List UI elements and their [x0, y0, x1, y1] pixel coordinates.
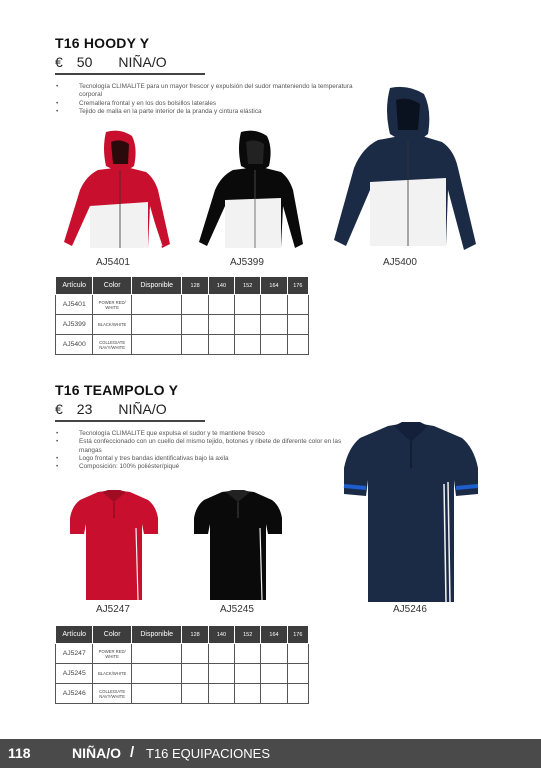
qty-cell[interactable]: [261, 295, 287, 315]
col-available: Disponible: [131, 626, 182, 644]
qty-cell[interactable]: [287, 644, 308, 664]
price-value: 23: [76, 401, 93, 417]
col-size: 140: [208, 277, 234, 295]
table-header-row: [56, 626, 309, 644]
feature-item: • Composición: 100% poliéster/piqué: [55, 463, 345, 471]
qty-cell[interactable]: [235, 315, 261, 335]
title-divider: [55, 73, 205, 75]
page-number: 118: [8, 745, 31, 761]
price-value: 50: [76, 54, 93, 70]
qty-cell[interactable]: [182, 644, 208, 664]
feature-item: • Logo frontal y tres bandas identificativas bajo la axila: [55, 455, 345, 463]
qty-cell[interactable]: [261, 335, 287, 355]
col-color: Color: [93, 277, 131, 295]
col-available: Disponible: [131, 277, 182, 295]
qty-cell[interactable]: [182, 315, 208, 335]
col-size: 128: [182, 277, 208, 295]
category-label: NIÑA/O: [118, 401, 167, 417]
qty-cell[interactable]: [131, 335, 182, 355]
qty-cell[interactable]: [131, 295, 182, 315]
qty-cell[interactable]: [235, 295, 261, 315]
qty-cell[interactable]: [208, 295, 234, 315]
table-row: [56, 664, 309, 684]
qty-cell[interactable]: [208, 664, 234, 684]
qty-cell[interactable]: [182, 335, 208, 355]
qty-cell[interactable]: [261, 315, 287, 335]
table-row: [56, 684, 309, 704]
color-cell: POWER RED/ WHITE: [93, 644, 131, 664]
product-code: AJ5399: [230, 257, 264, 268]
product-title: T16 HOODY Y: [55, 35, 150, 51]
feature-list: [55, 83, 355, 116]
footer-section: NIÑA/O: [72, 745, 121, 761]
qty-cell[interactable]: [131, 664, 182, 684]
hoody-image-red: [58, 130, 173, 255]
hoody-image-black: [195, 130, 307, 255]
feature-item: • Está confeccionado con un cuello del mismo tejido, botones y ribete de diferente color en las mangas: [55, 438, 345, 455]
qty-cell[interactable]: [235, 664, 261, 684]
col-size: 176: [287, 277, 308, 295]
page-footer: [0, 739, 541, 768]
qty-cell[interactable]: [235, 335, 261, 355]
product-code: AJ5245: [220, 604, 254, 615]
qty-cell[interactable]: [287, 295, 308, 315]
polo-image-black: [192, 488, 284, 602]
price-line: [55, 54, 167, 70]
qty-cell[interactable]: [287, 684, 308, 704]
table-row: [56, 295, 309, 315]
polo-image-red: [68, 488, 160, 602]
qty-cell[interactable]: [182, 664, 208, 684]
table-header-row: [56, 277, 309, 295]
color-cell: BLACK/WHITE: [93, 315, 131, 335]
hoody-image-navy: [330, 86, 478, 256]
feature-item: • Tecnología CLIMALITE que expulsa el sudor y te mantiene fresco: [55, 430, 345, 438]
product-title: T16 TEAMPOLO Y: [55, 382, 179, 398]
qty-cell[interactable]: [131, 315, 182, 335]
size-table: [55, 276, 309, 355]
qty-cell[interactable]: [261, 684, 287, 704]
col-color: Color: [93, 626, 131, 644]
price-line: [55, 401, 167, 417]
article-cell: AJ5246: [56, 684, 93, 704]
title-divider: [55, 420, 205, 422]
qty-cell[interactable]: [182, 295, 208, 315]
qty-cell[interactable]: [261, 664, 287, 684]
qty-cell[interactable]: [182, 684, 208, 704]
qty-cell[interactable]: [208, 315, 234, 335]
article-cell: AJ5400: [56, 335, 93, 355]
qty-cell[interactable]: [287, 315, 308, 335]
polo-image-navy: [340, 420, 482, 604]
footer-separator: /: [130, 744, 135, 761]
footer-subtitle: T16 EQUIPACIONES: [146, 746, 271, 761]
feature-item: • Tecnología CLIMALITE para un mayor frescor y expulsión del sudor manteniendo la temperatura corporal: [55, 83, 355, 100]
color-cell: BLACK/WHITE: [93, 664, 131, 684]
qty-cell[interactable]: [261, 644, 287, 664]
product-code: AJ5246: [393, 604, 427, 615]
qty-cell[interactable]: [208, 335, 234, 355]
col-size: 152: [235, 277, 261, 295]
article-cell: AJ5247: [56, 644, 93, 664]
product-code: AJ5401: [96, 257, 130, 268]
article-cell: AJ5401: [56, 295, 93, 315]
qty-cell[interactable]: [208, 684, 234, 704]
article-cell: AJ5245: [56, 664, 93, 684]
color-cell: COLLEGIATE NAVY/WHITE: [93, 684, 131, 704]
col-size: 164: [261, 626, 287, 644]
qty-cell[interactable]: [287, 335, 308, 355]
table-row: [56, 315, 309, 335]
feature-item: • Tejido de malla en la parte interior de la pranda y cintura elástica: [55, 108, 355, 116]
col-size: 152: [235, 626, 261, 644]
col-article: Artículo: [56, 277, 93, 295]
color-cell: POWER RED/ WHITE: [93, 295, 131, 315]
col-size: 164: [261, 277, 287, 295]
qty-cell[interactable]: [131, 684, 182, 704]
article-cell: AJ5399: [56, 315, 93, 335]
col-size: 140: [208, 626, 234, 644]
table-row: [56, 335, 309, 355]
col-size: 176: [287, 626, 308, 644]
qty-cell[interactable]: [287, 664, 308, 684]
feature-list: [55, 430, 345, 471]
product-code: AJ5247: [96, 604, 130, 615]
color-cell: COLLEGIATE NAVY/WHITE: [93, 335, 131, 355]
feature-item: • Cremallera frontal y en los dos bolsillos laterales: [55, 100, 355, 108]
table-row: [56, 644, 309, 664]
currency-symbol: €: [55, 401, 63, 417]
col-size: 128: [182, 626, 208, 644]
qty-cell[interactable]: [235, 684, 261, 704]
size-table: [55, 625, 309, 704]
product-code: AJ5400: [383, 257, 417, 268]
currency-symbol: €: [55, 54, 63, 70]
qty-cell[interactable]: [131, 644, 182, 664]
qty-cell[interactable]: [208, 644, 234, 664]
category-label: NIÑA/O: [118, 54, 167, 70]
col-article: Artículo: [56, 626, 93, 644]
qty-cell[interactable]: [235, 644, 261, 664]
